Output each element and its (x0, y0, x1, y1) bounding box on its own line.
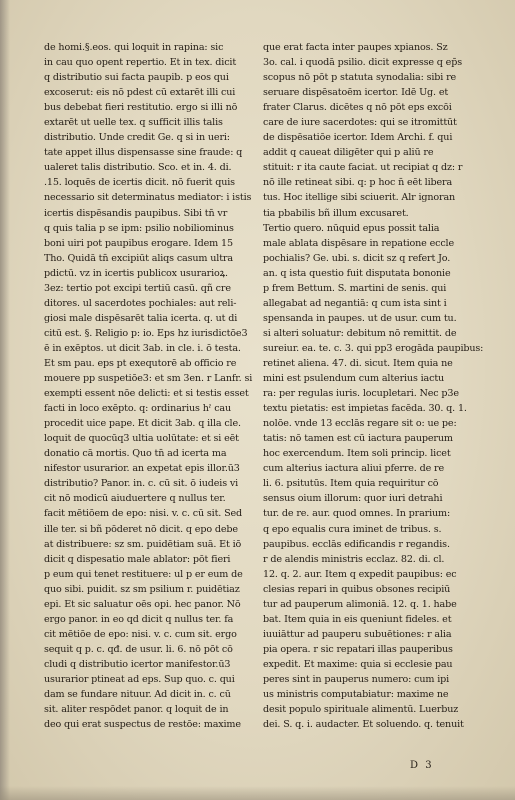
text-line: r de alendis ministris ecclaz. 82. di. cl. (263, 553, 445, 565)
text-line: in cau quo opent repertio. Et in tex. dicit (44, 57, 237, 69)
text-line: tia pbabilis bñ illum excusaret. (263, 207, 409, 219)
text-line: peres sint in pauperus numero: cum ipi (263, 673, 450, 685)
text-line: 3o. cal. i quodā psilio. dicit expresse q ep̄s (263, 57, 462, 69)
text-line: tur. de re. aur. quod omnes. In prarium: (263, 508, 451, 520)
text-line: procedit uice pape. Et dicit 3ab. q illa cle. (44, 418, 241, 430)
text-line: clesias repari in quibus obsones recipiū (263, 583, 451, 595)
right-text-column (263, 40, 484, 732)
text-line: donatio cā mortis. Quo tn̄ ad icerta ma (44, 448, 227, 460)
text-line: frater Clarus. dicētes q nō pōt eps excōi (263, 102, 452, 114)
text-line: pia opera. r sic repatari illas pauperibus (263, 643, 453, 655)
text-line: ille ter. si bñ pōderet nō dicit. q epo debe (44, 523, 238, 535)
text-line: p eum qui tenet restituere: ul p er eum de (44, 568, 243, 580)
text-line: an. q ista questio fuit disputata bononie (263, 267, 451, 279)
left-text-column (44, 40, 253, 732)
text-line: bat. Item quia in eis queniunt fideles. et (263, 613, 452, 625)
text-line: de homi.§.eos. qui loquit in rapina: sic (44, 42, 224, 53)
text-line: tus. Hoc itellige sibi sciuerit. Alr ignoran (263, 192, 456, 204)
text-line: Et sm pau. eps pt exequtorē ab officio re (44, 357, 237, 369)
text-line: bus debebat fieri restitutio. ergo si illi nō (44, 102, 238, 114)
text-line: de dispēsatiōe icertor. Idem Archi. f. qui (263, 132, 453, 144)
text-line: dicit q dispesatio male ablator: pōt fieri (44, 553, 231, 565)
text-line: p frem Bettum. S. martini de senis. qui (263, 282, 447, 294)
text-line: dei. S. q. i. audacter. Et soluendo. q. tenuit (263, 719, 464, 731)
text-line: expedit. Et maxime: quia si ecclesie pau (263, 658, 453, 670)
text-line: tur ad pauperum alimoniā. 12. q. 1. habe (263, 598, 457, 610)
page-shadow-bottom (0, 786, 515, 800)
text-line: spensanda in paupes. ut de usur. cum tu. (263, 312, 457, 324)
text-line: seruare dispēsatoēm icertor. Idē Ug. et (263, 87, 449, 99)
text-line: ergo panor. in eo qd dicit q nullus ter. fa (44, 613, 234, 625)
text-line: giosi male dispēsarēt talia icerta. q. ut di (44, 312, 238, 324)
text-line: cludi q distributio icertor manifestor.ū3 (44, 658, 231, 670)
text-line: boni uiri pot paupibus erogare. Idem 15 (44, 237, 233, 249)
text-line: facit mētiōem de epo: nisi. v. c. cū sit. Sed (44, 508, 243, 520)
text-line: tate appet illus dispensasse sine fraude: q (44, 147, 243, 159)
text-line: retinet aliena. 47. di. sicut. Item quia ne (263, 357, 453, 369)
text-line: pdictū. vz in icertis publicox usurarioꝝ. (44, 267, 228, 279)
text-line: nifestor usurarior. an expetat epis illor.ū3 (44, 463, 240, 475)
text-line: care de iure sacerdotes: qui se itromittūt (263, 117, 457, 129)
text-line: sequit q p. c. qđ. de usur. li. 6. nō pōt cō (44, 643, 233, 655)
text-line: at distribuere: sz sm. puidētiam suā. Et iō (44, 538, 242, 550)
text-line: cum alterius iactura aliui pferre. de re (263, 463, 444, 475)
text-line: us ministris computabiatur: maxime ne (263, 689, 449, 701)
text-line: pochialis? Ge. ubi. s. dicit sz q refert Jo. (263, 252, 451, 264)
text-line: que erat facta inter paupes xpianos. Sz (263, 42, 448, 53)
text-line: paupibus. ecclās edificandis r regandis. (263, 538, 450, 550)
text-line: dam se fundare nituur. Ad dicit in. c. cū (44, 689, 231, 701)
text-line: ē in exēptos. ut dicit 3ab. in cle. i. ō testa. (44, 342, 241, 354)
text-line: exempti essent nōe delicti: et si testis esset (44, 388, 249, 400)
text-line: facti in loco exēpto. q: ordinarius hˀ cau (44, 403, 232, 415)
text-line: distributio? Panor. in. c. cū sit. ō iudeis vi (44, 478, 239, 490)
text-line: q epo equalis cura iminet de tribus. s. (263, 523, 442, 535)
text-line: q distributio sui facta paupib. p eos qui (44, 72, 229, 84)
text-line: Tertio quero. nūquid epus possit talia (263, 222, 440, 234)
text-line: cit nō modicū aiuduertere q nullus ter. (44, 493, 226, 505)
text-line: sit. aliter respōdet panor. q loquit de in (44, 704, 229, 716)
text-line: epi. Et sic saluatur oēs opi. hec panor. Nō (44, 598, 241, 610)
text-line: 3ez: tertio pot excipi tertiū casū. qñ cre (44, 282, 231, 294)
text-line: scopus nō pōt p statuta synodalia: sibi re (263, 72, 457, 84)
text-line: male ablata dispēsare in repatione eccle (263, 237, 454, 249)
text-line: nolōe. vnde 13 ecclās regare sit o: ue pe: (263, 418, 457, 430)
text-line: tatis: nō tamen est cū iactura pauperum (263, 433, 453, 445)
text-line: hoc exercendum. Item soli princip. licet (263, 448, 451, 460)
text-line: desit populo spirituale alimentū. Luerbuz (263, 704, 459, 716)
text-line: deo qui erat suspectus de restōe: maxime (44, 719, 241, 731)
text-line: citū est. §. Religio p: io. Eps hz iurisdictōe3 (44, 327, 248, 339)
text-line: loquit de quocūq3 ultia uolūtate: et si eēt (44, 433, 239, 445)
text-line: si alteri soluatur: debitum nō remittit. de (263, 327, 457, 339)
text-line: distributio. Unde credit Ge. q si in ueri: (44, 132, 230, 144)
text-line: quo sibi. puidit. sz sm psilium r. puidētiaz (44, 583, 240, 595)
text-line: .15. loquēs de icertis dicit. nō fuerit quis (44, 177, 235, 189)
text-line: 12. q. 2. aur. Item q expedit paupibus: ec (263, 568, 457, 580)
page-shadow-left (0, 0, 10, 800)
text-line: ditores. ul sacerdotes pochiales: aut reli- (44, 297, 237, 309)
signature-mark: D 3 (410, 760, 434, 771)
text-line: usurarior ptineat ad eps. Sup quo. c. qui (44, 673, 235, 685)
text-line: mouere pp suspetiōe3: et sm 3en. r Lanfr. si (44, 373, 253, 385)
text-line: allegabat ad negantiā: q cum ista sint i (263, 297, 447, 309)
text-line: iuuiāttur ad pauperu subuētiones: r alia (263, 628, 452, 640)
text-line: excoserut: eis nō pdest cū extarēt illi cui (44, 87, 236, 99)
text-line: mini est psulendum cum alterius iactu (263, 373, 445, 385)
text-line: necessario sit determinatus mediator: i istis (44, 192, 252, 204)
text-line: sensus oium illorum: quor iuri detrahi (263, 493, 443, 505)
text-line: Tho. Quidā tn̄ excipiūt aliqs casum ultra (44, 252, 233, 264)
text-line: cit mētiōe de epo: nisi. v. c. cum sit. ergo (44, 628, 237, 640)
text-line: ra: per regulas iuris. locupletari. Nec p3e (263, 388, 459, 400)
text-line: textu pietatis: est impietas facēda. 30. q. 1. (263, 403, 467, 415)
text-line: ualeret talis distributio. Sco. et in. 4. di. (44, 162, 232, 174)
text-line: extarēt ut uelle tex. q sufficit illis talis (44, 117, 223, 129)
text-line: icertis dispēsandis paupibus. Sibi tn̄ vr (44, 207, 228, 219)
text-line: addit q caueat diligēter qui p aliū re (263, 147, 434, 159)
text-line: li. 6. psitutūs. Item quia requiritur cō (263, 478, 439, 490)
text-line: q quis talia p se ipm: psilio nobiliominus (44, 222, 234, 234)
text-line: nō ille retineat sibi. q: p hoc n̄ eēt libera (263, 177, 453, 189)
text-line: stituit: r ita caute faciat. ut recipiat q dz: r (263, 162, 463, 174)
text-line: sureiur. ea. te. c. 3. qui pp3 erogāda paupibus: (263, 342, 484, 354)
